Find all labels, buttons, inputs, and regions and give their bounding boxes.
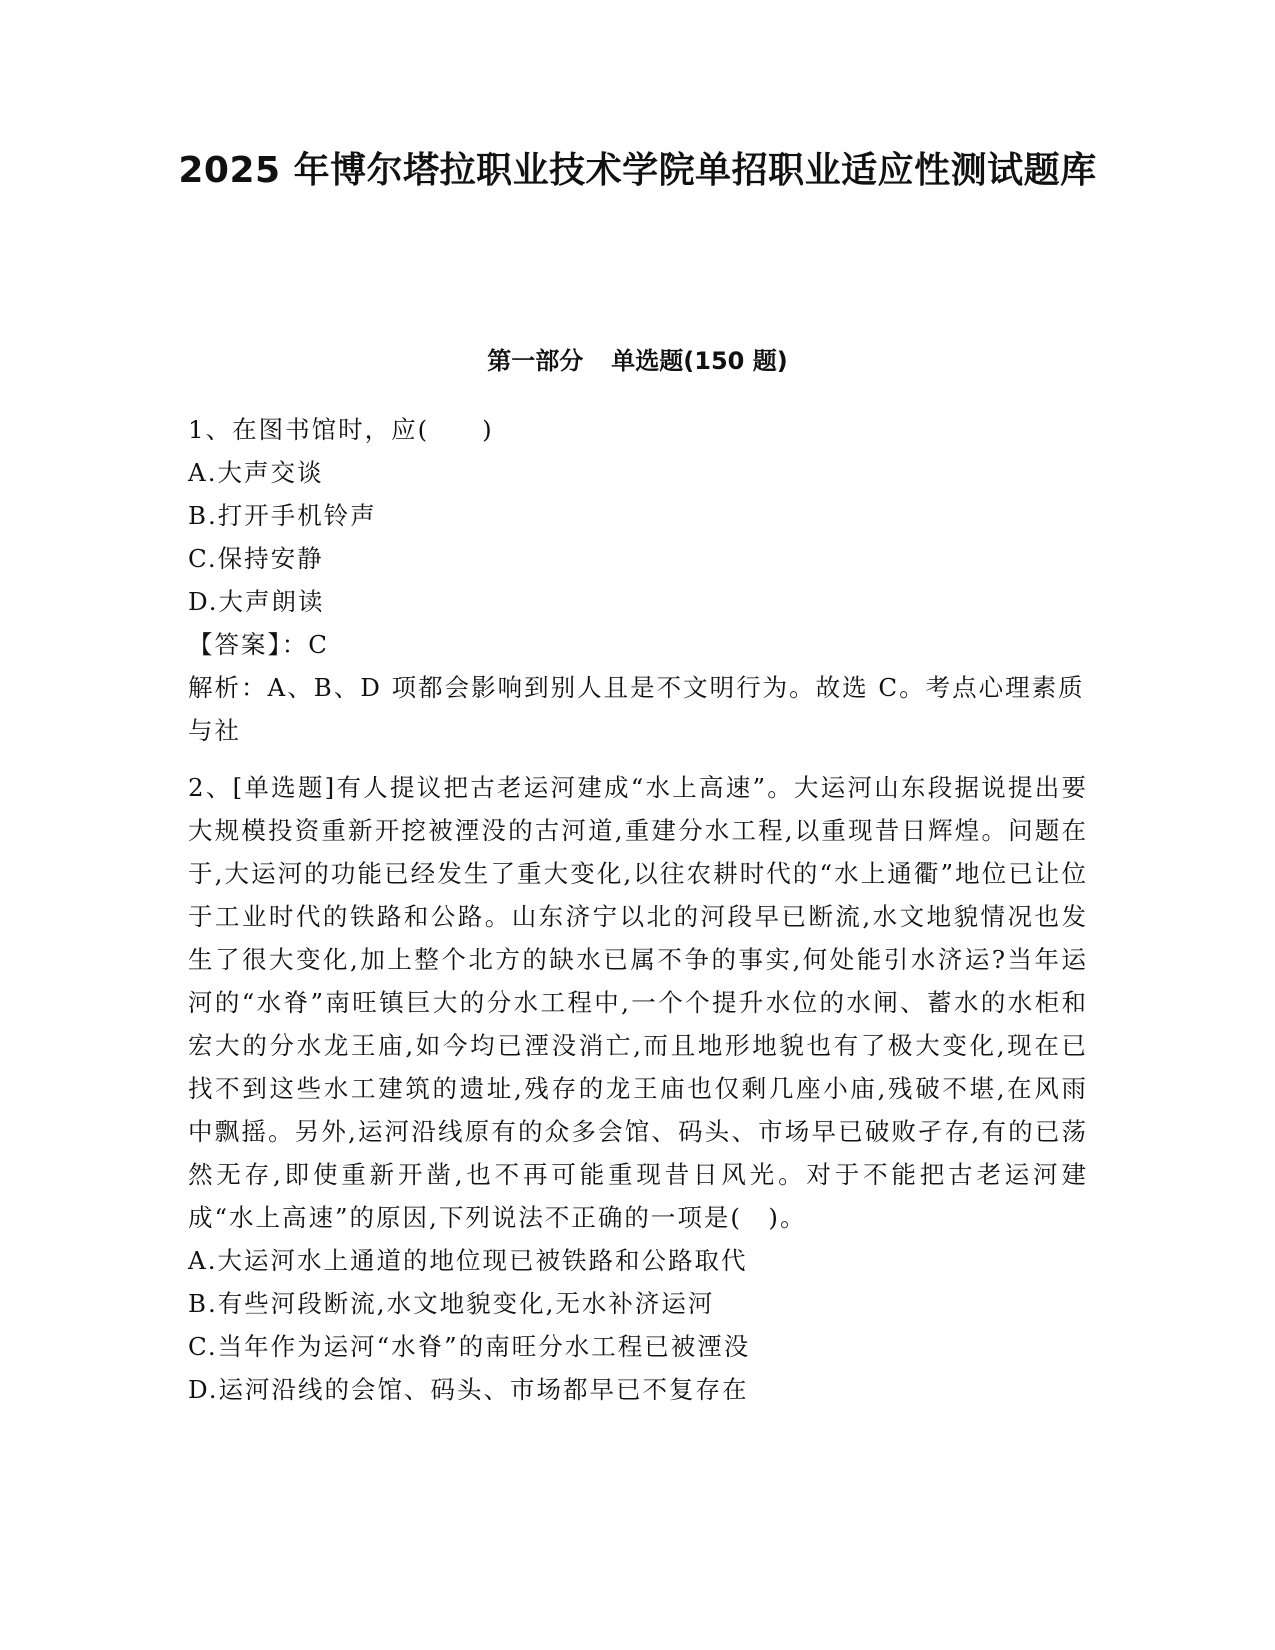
question-1-option-d: D.大声朗读 xyxy=(188,587,325,616)
question-2-option-b: B.有些河段断流,水文地貌变化,无水补济运河 xyxy=(188,1289,715,1318)
section-heading xyxy=(170,345,1105,377)
question-2-option-a: A.大运河水上通道的地位现已被铁路和公路取代 xyxy=(188,1246,748,1275)
question-1-analysis: 解析：A、B、D 项都会影响到别人且是不文明行为。故选 C。考点心理素质与社 xyxy=(188,673,1085,745)
question-1-option-c: C.保持安静 xyxy=(188,544,324,573)
question-1-option-b: B.打开手机铃声 xyxy=(188,501,377,530)
question-1-stem: 1、在图书馆时，应( ) xyxy=(188,415,494,444)
document-title: 2025 年博尔塔拉职业技术学院单招职业适应性测试题库 xyxy=(178,150,1097,191)
question-2-option-c: C.当年作为运河“水脊”的南旺分水工程已被湮没 xyxy=(188,1332,751,1361)
question-2 xyxy=(188,766,1088,1411)
question-2-stem: 2、[单选题]有人提议把古老运河建成“水上高速”。大运河山东段据说提出要大规模投资重新开挖被湮没的古河道,重建分水工程,以重现昔日辉煌。问题在于,大运河的功能已经发生了重大变化,以往农耕时代的“水上通衢”地位已让位于工业时代的铁路和公路。山东济宁以北的河段早已断流,水文地貌情况也发生了很大变化,加上整个北方的缺水已属不争的事实,何处能引水济运?当年运河的“水脊”南旺镇巨大的分水工程中,一个个提升水位的水闸、蓄水的水柜和宏大的分水龙王庙,如今均已湮没消亡,而且地形地貌也有了极大变化,现在已找不到这些水工建筑的遗址,残存的龙王庙也仅剩几座小庙,残破不堪,在风雨中飘摇。另外,运河沿线原有的众多会馆、码头、市场早已破败孑存,有的已荡然无存,即使重新开凿,也不再可能重现昔日风光。对于不能把古老运河建成“水上高速”的原因,下列说法不正确的一项是( )。 xyxy=(188,773,1088,1232)
question-2-option-d: D.运河沿线的会馆、码头、市场都早已不复存在 xyxy=(188,1375,749,1404)
question-1-option-a: A.大声交谈 xyxy=(188,458,324,487)
section-heading-type: 单选题(150 题) xyxy=(611,347,788,375)
section-heading-part: 第一部分 xyxy=(487,347,584,375)
question-1-answer: 【答案】：C xyxy=(188,630,329,659)
question-1 xyxy=(188,408,1088,752)
